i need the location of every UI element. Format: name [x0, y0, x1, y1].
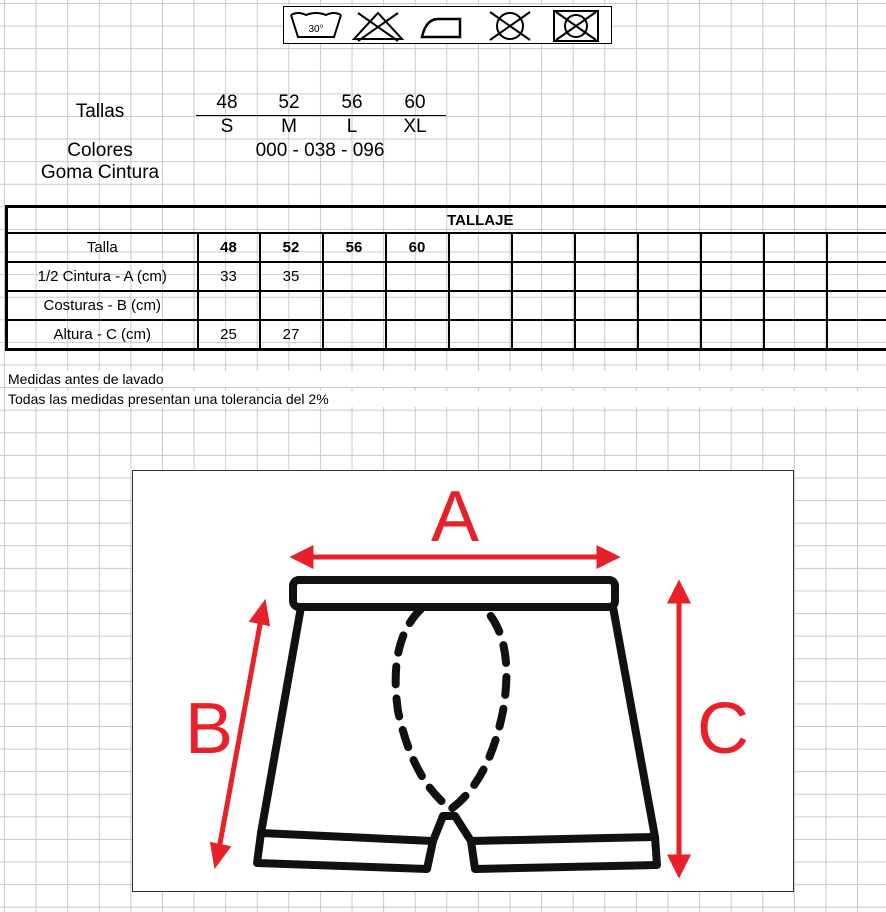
- size-number-56: 56: [341, 92, 363, 113]
- table-cell: [260, 291, 323, 320]
- row-label-costuras: Costuras - B (cm): [7, 291, 198, 320]
- size-letter-s: S: [220, 116, 234, 137]
- table-cell: 25: [198, 320, 260, 350]
- table-cell: [386, 291, 449, 320]
- size-letter-l: L: [346, 116, 358, 137]
- row-label-altura: Altura - C (cm): [7, 320, 198, 350]
- table-row: [7, 291, 886, 320]
- size-number-52: 52: [278, 92, 300, 113]
- table-cell: [198, 291, 260, 320]
- note-tolerance: Todas las medidas presentan una tolerancia del 2%: [8, 391, 886, 407]
- table-cell: [386, 320, 449, 350]
- iron-icon: [416, 9, 472, 43]
- no-dry-clean-icon: [546, 9, 606, 43]
- table-cell: [323, 262, 386, 291]
- table-cell: 35: [260, 262, 323, 291]
- table-cell: 33: [198, 262, 260, 291]
- wash-temp-text: 30°: [308, 24, 324, 35]
- table-cell: 48: [198, 233, 260, 262]
- label-b: B: [184, 689, 234, 769]
- colores-label: Colores: [67, 140, 133, 161]
- table-row: [7, 233, 886, 262]
- no-tumble-dry-icon: [482, 9, 538, 43]
- table-cell: 56: [323, 233, 386, 262]
- measurement-figure: [132, 470, 794, 892]
- care-symbols-bar: [283, 6, 612, 44]
- row-label-talla: Talla: [7, 233, 198, 262]
- boxer-outline: [257, 580, 657, 869]
- table-row: [7, 320, 886, 350]
- table-cell: 60: [386, 233, 449, 262]
- boxer-diagram: [133, 471, 793, 891]
- no-bleach-icon: [350, 9, 406, 43]
- table-cell: [323, 291, 386, 320]
- colores-value: 000 - 038 - 096: [255, 140, 385, 161]
- table-row: [7, 262, 886, 291]
- table-cell: [323, 320, 386, 350]
- row-label-cintura: 1/2 Cintura - A (cm): [7, 262, 198, 291]
- note-before-wash: Medidas antes de lavado: [8, 371, 886, 387]
- table-cell: 52: [260, 233, 323, 262]
- label-c: C: [697, 689, 749, 769]
- size-letter-m: M: [281, 116, 297, 137]
- tallaje-table: [5, 205, 886, 351]
- size-number-48: 48: [216, 92, 238, 113]
- table-cell: 27: [260, 320, 323, 350]
- goma-cintura-label: Goma Cintura: [40, 162, 160, 183]
- wash-30-icon: [288, 9, 344, 43]
- label-a: A: [430, 477, 480, 557]
- tallaje-title: TALLAJE: [7, 207, 886, 234]
- table-cell: [386, 262, 449, 291]
- size-letter-xl: XL: [403, 116, 427, 137]
- tallas-label: Tallas: [75, 101, 125, 122]
- size-number-60: 60: [404, 92, 426, 113]
